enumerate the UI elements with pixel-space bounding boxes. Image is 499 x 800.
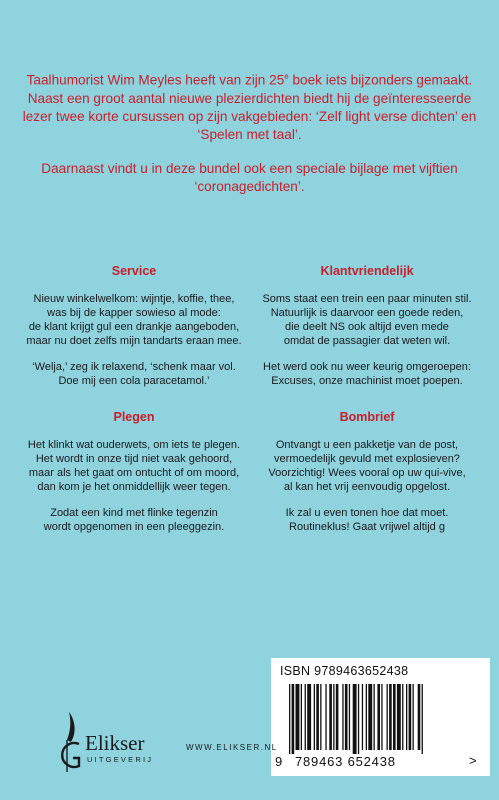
ean-first-digit: 9 xyxy=(275,754,283,769)
publisher-url: WWW.ELIKSER.NL xyxy=(186,743,278,752)
intro-paragraph-1: Taalhumorist Wim Meyles heeft van zijn 25e boek iets bijzonders gemaakt. Naast een groot aantal nieuwe plezierdichten biedt hij de geïnteresseerde lezer twee korte cursussen op zijn vakgebieden: ‘Zelf light verse dichten’ en ‘Spelen met taal’. xyxy=(22,72,477,142)
intro-paragraph-2: Daarnaast vindt u in deze bundel ook een speciale bijlage met vijftien ‘coronagedichten’. xyxy=(41,160,458,194)
poem-title: Service xyxy=(111,264,157,278)
ean-digits: 789463 652438 xyxy=(295,754,396,769)
barcode-bar xyxy=(325,684,326,750)
barcode-bar xyxy=(362,684,363,750)
poem-stanza-1: Ontvangt u een pakketje van de post, vermoedelijk gevuld met explosieven? Voorzichtig! Wees vooral op uw qui-vive, al kan het vrij eenvoudig opgelost. xyxy=(268,439,466,493)
barcode-bar xyxy=(387,684,388,750)
barcode-bar xyxy=(381,684,382,750)
barcode-bar xyxy=(342,684,343,750)
barcode-bar xyxy=(301,684,302,750)
barcode-bar xyxy=(349,684,350,750)
ean-quiet-zone-marker: > xyxy=(469,753,477,768)
barcode-bar xyxy=(397,684,401,750)
barcode-bar xyxy=(289,684,290,754)
barcode-bar xyxy=(406,684,407,750)
poem-stanza-2: ‘Welja,’ zeg ik relaxend, ‘schenk maar vol. Doe mij een cola paracetamol.’ xyxy=(32,361,236,387)
publisher-subtitle: UITGEVERIJ xyxy=(87,755,154,764)
poem-bombrief xyxy=(253,410,481,534)
barcode-bar xyxy=(374,684,375,750)
barcode-bar xyxy=(307,684,311,750)
ordinal-superscript: e xyxy=(284,72,289,81)
barcode-bar xyxy=(345,684,348,750)
isbn-label: ISBN 9789463652438 xyxy=(280,664,409,678)
poem-title: Bombrief xyxy=(339,410,395,424)
barcode-bar xyxy=(333,684,334,750)
poem-klantvriendelijk xyxy=(253,264,481,388)
intro-text xyxy=(20,68,479,196)
poem-stanza-2: Het werd ook nu weer keurig omgeroepen: Excuses, onze machinist moet poepen. xyxy=(263,361,471,387)
barcode-bar xyxy=(329,684,332,750)
barcode-bar xyxy=(366,684,367,750)
poem-stanza-1: Soms staat een trein een paar minuten stil. Natuurlijk is daarvoor een goede reden, die deelt NS ook altijd even mede omdat de passagier dat weten wil. xyxy=(262,293,472,347)
barcode-bar xyxy=(305,684,306,750)
poem-title: Klantvriendelijk xyxy=(320,264,414,278)
poem-stanza-1: Het klinkt wat ouderwets, om iets te plegen. Het wordt in onze tijd niet vaak gehoord, maar als het gaat om ontucht of om moord, dan kom je het onmiddellijk weer tegen. xyxy=(27,439,241,493)
barcode-bar xyxy=(377,684,380,750)
barcode-bar xyxy=(292,684,295,754)
barcode-bar xyxy=(353,684,357,754)
isbn-barcode-box xyxy=(271,658,490,776)
barcode-bar xyxy=(409,684,412,750)
barcode-bar xyxy=(296,684,300,750)
poem-plegen xyxy=(20,410,248,534)
poem-stanza-2: Zodat een kind met flinke tegenzin wordt opgenomen in een pleeggezin. xyxy=(43,507,225,533)
poem-stanza-2: Ik zal u even tonen hoe dat moet. Routineklus! Gaat vrijwel altijd g xyxy=(285,507,449,533)
barcode-bar xyxy=(413,684,414,750)
poem-service xyxy=(20,264,248,388)
quill-emblem-icon xyxy=(55,710,89,780)
barcode-bar xyxy=(418,684,421,750)
barcode-bar xyxy=(402,684,403,750)
poem-stanza-1: Nieuw winkelwelkom: wijntje, koffie, thee, was bij de kapper sowieso al mode: de klant krijgt gul een drankje aangeboden, maar nu doet zelfs mijn tandarts eraan mee. xyxy=(26,293,242,347)
poem-title: Plegen xyxy=(113,410,155,424)
barcode-bar xyxy=(336,684,339,750)
barcode-bar xyxy=(389,684,392,750)
barcode-bar xyxy=(422,684,423,754)
barcode-bar xyxy=(316,684,319,750)
barcode-bar xyxy=(368,684,372,750)
barcode-bar xyxy=(393,684,396,750)
barcode-bar xyxy=(314,684,315,750)
barcode-bar xyxy=(358,684,359,754)
barcode xyxy=(289,684,469,754)
publisher-logo xyxy=(55,710,185,780)
barcode-bar xyxy=(320,684,321,750)
publisher-name: Elikser xyxy=(85,731,145,755)
